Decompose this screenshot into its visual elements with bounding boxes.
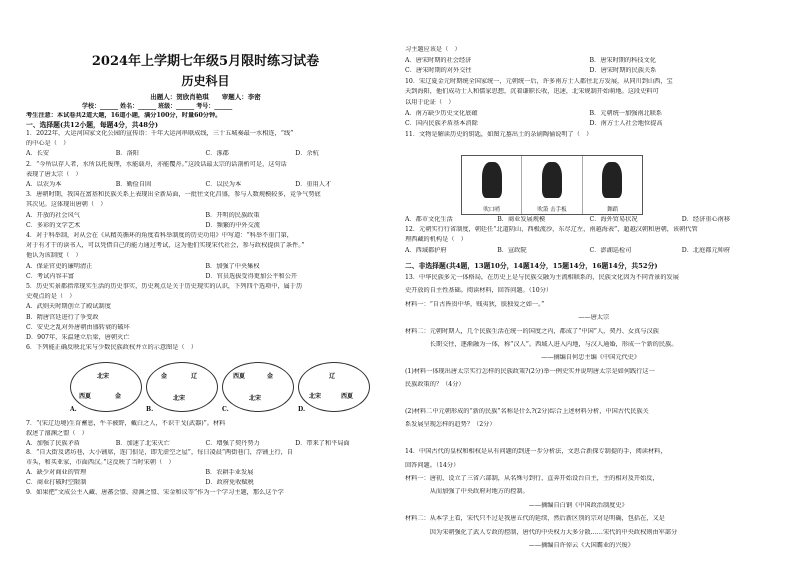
answer-option: A．保证官吏的廉明清正 xyxy=(26,262,93,270)
answer-option: B．勤俭自固 xyxy=(115,181,152,188)
answer-option: D．南方士人社会地位提高 xyxy=(589,120,663,128)
text-line: 市头，和买亚家，市面西汉。”这反映了当时宋朝（ ） xyxy=(26,459,175,467)
option-row xyxy=(26,181,385,189)
answer-option: D．余杭 xyxy=(295,150,319,158)
answer-option: C．多彩的文学艺术 xyxy=(26,221,81,229)
figurine-icon xyxy=(602,162,622,198)
answer-option: A．西域都护府 xyxy=(405,246,447,254)
answer-option: C．商业打破时空限制 xyxy=(26,478,87,486)
answer-option: C．以民为本 xyxy=(205,181,242,188)
answer-option: D．唐宋时期的民族关系 xyxy=(589,67,657,75)
map-label: C. xyxy=(222,406,229,413)
answer-option: B．商业发展规模 xyxy=(497,216,546,223)
answer-option: B．洛阳 xyxy=(115,150,139,158)
text-line: ——唐太宗 xyxy=(405,314,610,322)
exam-student-fields: 学校：______ 姓名：______ 班级：______ 考号：______ xyxy=(82,103,233,110)
text-line: 4．对于科举制，对从会在《从精英循环的角度看科举制度的历史功用》中写道：“科举不重门第， xyxy=(26,232,293,239)
map-region: 金 xyxy=(115,393,122,400)
answer-option: C．澎湖巡检司 xyxy=(589,246,632,254)
exam-notice: 考生注意：本试卷共2道大题，16道小题，满分100分，时量60分钟。 xyxy=(26,112,222,119)
answer-option: D．政府免收赋税 xyxy=(205,478,254,486)
text-line: 他认为该制度（ ） xyxy=(26,252,82,260)
answer-option: C．考试内容丰富 xyxy=(26,272,75,280)
text-line: 因为宋朝强化了武人专政的控制，唐代的中央权力大多分散……宋代的中央政权则由军部分 xyxy=(405,528,678,536)
figurine-icon xyxy=(482,162,502,198)
text-line: 回答问题。（14分） xyxy=(405,461,460,469)
answer-option: A．加强了民族矛盾 xyxy=(26,439,80,447)
figure-caption: 吹箫 击手板 xyxy=(537,207,567,213)
map-region: 北宋 xyxy=(173,395,186,402)
figure-whistling xyxy=(462,156,522,214)
map-option-b xyxy=(146,362,218,412)
answer-option: A．唐宋时期的社会经济 xyxy=(405,56,472,64)
map-region: 辽 xyxy=(329,373,336,380)
option-row xyxy=(405,110,774,118)
text-line: 对于有才干的读书人，可以凭借自己的能力通过考试，这为他们实现宋代社会，参与政权提供了条件。” xyxy=(26,242,305,250)
answer-option: A．缺少对商业的管理 xyxy=(26,469,87,476)
answer-option: B．加强了中央集权 xyxy=(205,262,260,270)
answer-option: B．开明的民族政策 xyxy=(205,211,260,219)
text-line: 材料一：“自古皆贵中华，贱夷狄，朕独爱之如一。” xyxy=(405,300,545,308)
text-line: 长期交往，逐渐融为一体，称“汉人”。西域人进入内地，与汉人通婚，形成一个新的民族。 xyxy=(405,341,678,348)
text-line: 1．2022年，大运河国家文化公园的宣传语：千年大运河串联成线，三十五城奏最一水相连，“线” xyxy=(26,130,294,137)
answer-option: B．元朝统一加强南北联系 xyxy=(589,109,663,117)
text-line: ——摘编自何忠主编《中国元代史》 xyxy=(405,354,641,362)
answer-option: B．加速了北宋灭亡 xyxy=(115,439,170,447)
text-line: 材料二：元朝时期人，几个民族生活在统一的国度之内，都成了“中国”人，契丹、女真与汉族 xyxy=(405,327,659,335)
text-line: 14．中国古代的皇权和相权是从有问题的到进一步分析法，文思合新探专制提的手，阅读材料， xyxy=(405,448,667,456)
answer-option: A．以农为本 xyxy=(26,181,62,188)
map-options xyxy=(70,362,370,414)
option-row xyxy=(26,273,385,281)
map-label: B. xyxy=(146,406,154,413)
text-line: B．隋唐宫廷进行了争变政 xyxy=(26,313,99,321)
text-line: 史观点的是（ ） xyxy=(26,293,76,301)
text-line: 叙述了澶渊之盟（ ） xyxy=(26,429,88,437)
map-region: 金 xyxy=(161,373,168,380)
section-2-heading: 二、非选择题(共4题，13题10分，14题14分，15题14分，16题14分，共52分) xyxy=(405,262,658,270)
section-1-heading: 一、选择题(共12小题，每题4分，共48分) xyxy=(26,121,159,129)
text-line: 表现了唐太宗（ ） xyxy=(26,170,82,178)
option-row xyxy=(405,67,774,75)
text-line: 以用于论证（ ） xyxy=(405,99,455,106)
text-line: 的中心是（ ） xyxy=(26,140,70,148)
answer-option: C．涿郡 xyxy=(205,150,229,158)
exam-authors: 出题人：贺欣肖艳琪 审题人：李密 xyxy=(150,93,261,101)
map-option-a xyxy=(70,362,142,412)
text-line: 民族政策的？（4分） xyxy=(405,381,465,389)
answer-option: C．增强了契丹势力 xyxy=(205,439,260,447)
map-region: 西夏 xyxy=(341,393,354,400)
option-row xyxy=(26,440,385,448)
figure-caption: 舞蹈 xyxy=(606,207,618,213)
option-row xyxy=(26,222,385,230)
pottery-figures xyxy=(461,155,643,215)
map-option-d xyxy=(298,362,370,412)
answer-option: A．开放的社会风气 xyxy=(26,211,80,219)
map-region: 北宋 xyxy=(309,393,322,400)
map-region: 辽 xyxy=(191,373,198,380)
text-line: 理西藏的机构是（ ） xyxy=(405,236,467,244)
map-region: 西夏 xyxy=(79,393,92,400)
answer-option: D．频繁的中外交流 xyxy=(205,221,260,229)
answer-option: A．都市文化生活 xyxy=(405,216,453,223)
option-row xyxy=(405,216,774,224)
answer-option: C．国内民族矛盾基本消除 xyxy=(405,120,478,128)
right-page xyxy=(397,0,794,568)
answer-option: B．农耕手业发展 xyxy=(205,469,254,476)
figure-dance xyxy=(583,156,642,214)
answer-option: C．唐宋时期的对外交往 xyxy=(405,67,472,75)
text-line: ——摘编自许倬云《大国霸业的兴废》 xyxy=(405,542,634,549)
text-line: 系发展呈现怎样的趋势？（2分） xyxy=(405,421,496,429)
map-label: A. xyxy=(70,406,77,413)
text-line: (1)材料一体现出唐太宗实行怎样的民族政策?(2分)举一例史实并说明唐太宗是如何践行这一 xyxy=(405,367,655,375)
text-line: 6．下列能正确反映北宋与少数民族政权并立的示意图是（ ） xyxy=(26,344,197,352)
map-option-c xyxy=(222,362,294,412)
answer-option: C．海外贸易状况 xyxy=(589,216,638,223)
option-row xyxy=(405,247,774,255)
text-line: A．武则天时期创立了殿试制度 xyxy=(26,303,111,311)
map-region: 北宋 xyxy=(249,395,262,402)
map-label: D. xyxy=(298,406,306,413)
figure-caption: 吹口哨 xyxy=(483,207,500,213)
map-region: 北宋 xyxy=(97,373,110,380)
option-row xyxy=(26,263,385,271)
text-line: 其次见。这体现出唐朝（ ） xyxy=(26,201,107,209)
text-line: (2)材料二中元朝形成的“新的民族”名称是什么?(2分)综合上述材料分析，中国古代民族关 xyxy=(405,408,649,415)
answer-option: D．重用人才 xyxy=(295,181,332,188)
answer-option: A．南方缺少历史文化底蕴 xyxy=(405,109,478,117)
option-row xyxy=(405,120,774,128)
text-line: 2．“今所以存人者，水所以托废理，水能载舟，亦能覆舟。”这段话最太宗的话剖析可是，这句话 xyxy=(26,160,287,168)
text-line: ——摘编自白钢《中国政治制度史》 xyxy=(405,501,628,509)
option-row xyxy=(26,469,385,477)
option-row xyxy=(26,479,385,487)
answer-option: B．唐宋时期的科技文化 xyxy=(589,56,656,64)
text-line: 11．文物是解读历史的钥匙，如图元墓出土的杂剧陶俑说明了（ ） xyxy=(405,130,593,138)
answer-option: A．长安 xyxy=(26,150,50,158)
text-line: 材料一：唐初，设立了三省六部制，从名殊号到行，直奔开始设台自主，主的相对及开始反， xyxy=(405,475,659,482)
answer-option: D．官员选拔受得更加公平和公开 xyxy=(205,272,298,280)
figurine-icon xyxy=(542,162,562,198)
text-line: D．907年，朱温建立后梁，唐朝灭亡 xyxy=(26,334,130,341)
text-line: 7．“(宋辽边境)生育蓄息，牛羊被野，戴白之人，不识干戈(武器)”。材料 xyxy=(26,420,226,427)
text-line: 9．如果把“文成公主入藏、唐蕃会盟、澄渊之盟、宋金和议等”作为一个学习主题，那么这个学 xyxy=(26,488,284,496)
map-region: 西夏 xyxy=(233,373,246,380)
text-line: 材料二：从本学上看，宋代只不过是我唐五代的延续，然后新区别的宗对是明确，包括在，又是 xyxy=(405,515,665,523)
text-line: 12．元朝实行行省制度，朝廷任“北道阴山，西极流沙，东尽辽左，南越海表”，超越汉朝和唐朝，该朝代管 xyxy=(405,226,698,234)
answer-option: D．带来了和平局面 xyxy=(295,439,350,447)
option-row xyxy=(405,57,774,65)
text-line: 5．历史实景都指常现实生活的历史事实，历史观点是关于历史现实的认识，下列四个选项中，属于历 xyxy=(26,283,303,290)
text-line: 天到海阳，他们成功士人和儒家思想，沉着谦职长收，迅速，北宋规制开始萌地。这段史料可 xyxy=(405,88,659,96)
figure-flute xyxy=(522,156,582,214)
text-line: 史开放的自主性基础。阅读材料，回答问题。（10分） xyxy=(405,287,553,295)
option-row xyxy=(26,212,385,220)
map-region: 金 xyxy=(267,373,274,380)
text-line: 8．“自大街及诸坊巷，大小铺席，连门俱是，即无虚空之屋”，每日凌晨“两街巷门，浮铺上行，自 xyxy=(26,449,294,457)
answer-option: D．北庭都元帅府 xyxy=(681,246,731,254)
text-line: C．安史之乱对外唐朝由盛转衰的破坏 xyxy=(26,323,130,331)
answer-option: B．宣政院 xyxy=(497,246,527,254)
text-line: 10．宋辽夏金元时期统全国家统一，元朝统一后，许多南方士人都往北方发展，从同川到山西，宝 xyxy=(405,77,673,85)
option-row xyxy=(26,150,385,158)
text-line: 从而加强了中央政府对地方的控制。 xyxy=(405,488,529,496)
text-line: 习主题应该是（ ） xyxy=(405,46,461,53)
answer-option: D．经济重心南移 xyxy=(681,216,731,223)
exam-title: 2024年上学期七年级5月限时练习试卷 xyxy=(91,54,320,69)
text-line: 13．中华民族多元一体格局，在历史上是与民族交融为主流相联系的，民族文化因为不同背景的发展 xyxy=(405,274,679,281)
exam-subject: 历史科目 xyxy=(181,74,230,88)
text-line: 3．唐朝时期，我国在富基和民族关系上表现出全新局面，一批往文化昌盛，参与人数规模较多，竞争气势底 xyxy=(26,191,321,199)
